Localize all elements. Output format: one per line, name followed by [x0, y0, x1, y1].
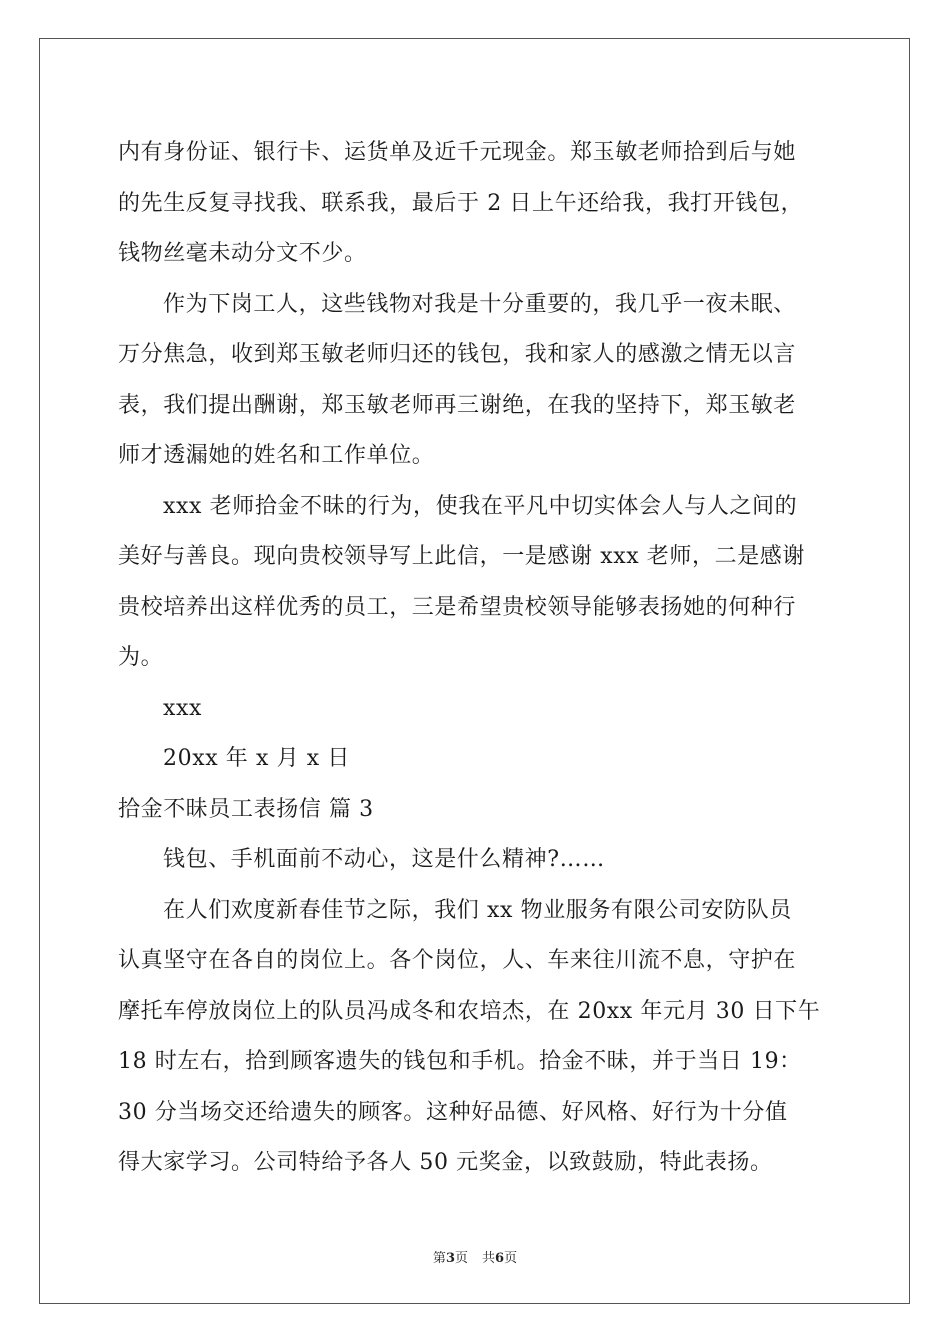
total-unit: 页: [504, 1251, 518, 1266]
body-line: 为。: [118, 645, 164, 670]
body-line: 内有身份证、银行卡、运货单及近千元现金。郑玉敏老师拾到后与她: [118, 140, 797, 165]
page-current: 3: [445, 1251, 455, 1266]
page-prefix: 第: [432, 1251, 446, 1266]
body-line: 贵校培养出这样优秀的员工，三是希望贵校领导能够表扬她的何种行: [118, 594, 797, 620]
body-line: 摩托车停放岗位上的队员冯成冬和农培杰，在 20xx 年元月 30 日下午: [118, 998, 821, 1024]
paragraph-start: 作为下岗工人，这些钱物对我是十分重要的，我几乎一夜未眠、: [163, 291, 796, 317]
body-line: 30 分当场交还给遗失的顾客。这种好品德、好风格、好行为十分值: [118, 1099, 788, 1125]
section-heading: 拾金不昧员工表扬信 篇 3: [118, 796, 374, 822]
body-line: 得大家学习。公司特给予各人 50 元奖金，以致鼓励，特此表扬。: [118, 1150, 773, 1175]
page-unit: 页: [454, 1251, 468, 1266]
document-body: [118, 128, 838, 1189]
body-line: 美好与善良。现向贵校领导写上此信，一是感谢 xxx 老师，二是感谢: [118, 544, 806, 569]
paragraph-start: xxx 老师拾金不昧的行为，使我在平凡中切实体会人与人之间的: [163, 493, 798, 519]
paragraph-start: 钱包、手机面前不动心，这是什么精神?……: [163, 847, 605, 872]
body-line: 钱物丝毫未动分文不少。: [118, 241, 367, 266]
signature-name: xxx: [163, 695, 203, 721]
page-total: 6: [495, 1251, 505, 1266]
signature-date: 20xx 年 x 月 x 日: [163, 746, 350, 771]
body-line: 万分焦急，收到郑玉敏老师归还的钱包，我和家人的感激之情无以言: [118, 342, 797, 367]
body-line: 的先生反复寻找我、联系我，最后于 2 日上午还给我，我打开钱包，: [118, 190, 804, 216]
body-line: 18 时左右，拾到顾客遗失的钱包和手机。拾金不昧，并于当日 19：: [118, 1049, 802, 1074]
page-footer: [0, 1247, 950, 1266]
body-line: 认真坚守在各自的岗位上。各个岗位，人、车来往川流不息，守护在: [118, 948, 797, 973]
body-line: 师才透漏她的姓名和工作单位。: [118, 443, 435, 468]
paragraph-start: 在人们欢度新春佳节之际，我们 xx 物业服务有限公司安防队员: [163, 897, 792, 923]
total-prefix: 共: [482, 1251, 496, 1266]
body-line: 表，我们提出酬谢，郑玉敏老师再三谢绝，在我的坚持下，郑玉敏老: [118, 392, 797, 418]
